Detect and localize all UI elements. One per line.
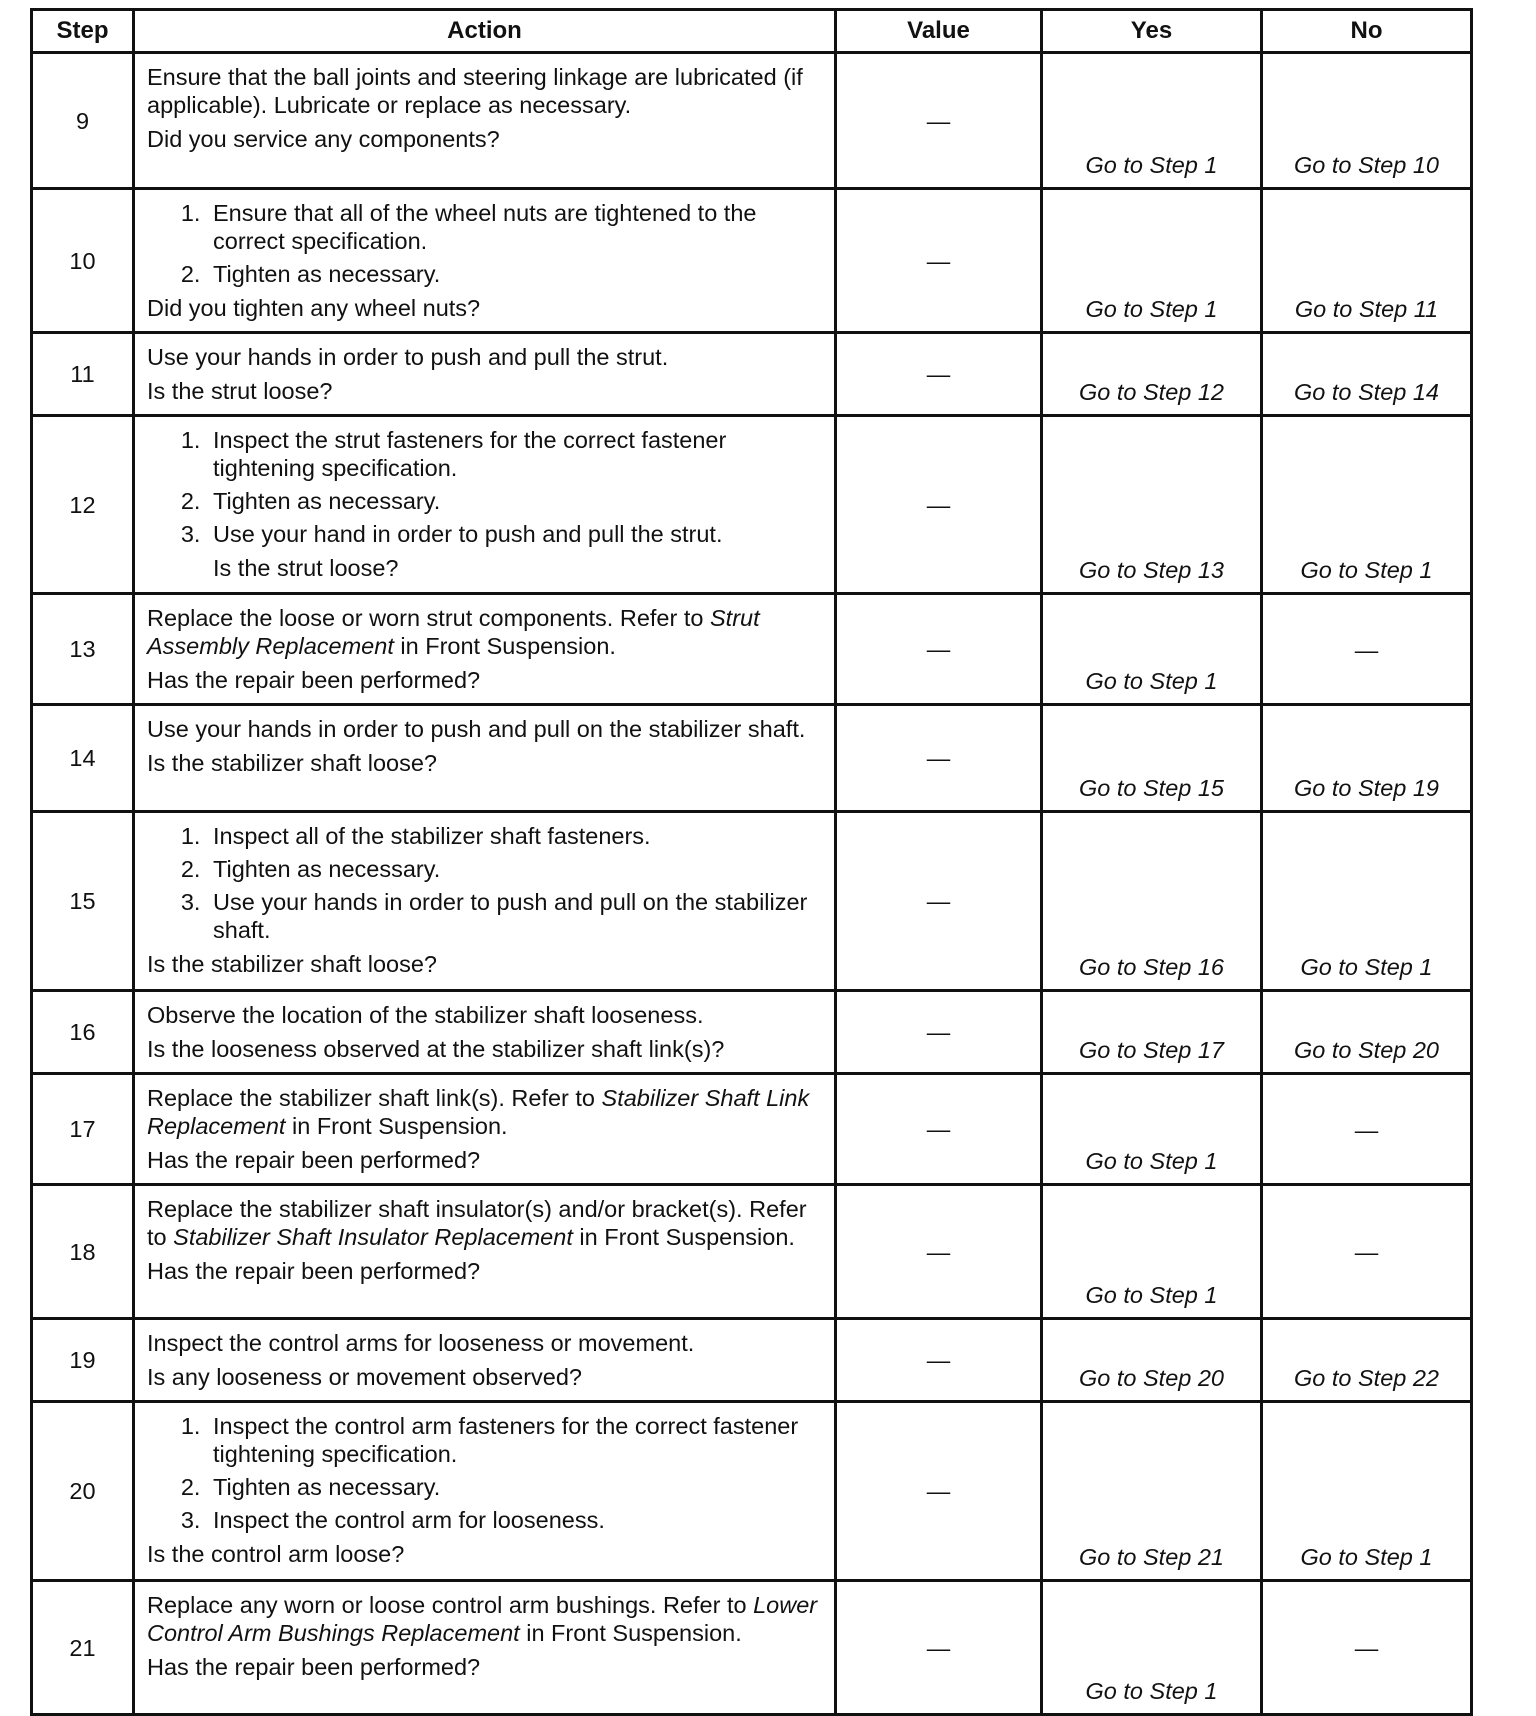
table-row bbox=[32, 1402, 1472, 1581]
action-question: Did you tighten any wheel nuts? bbox=[147, 295, 481, 321]
diagnostic-table bbox=[30, 8, 1473, 1716]
step-number: 12 bbox=[32, 416, 134, 594]
value-cell: — bbox=[836, 1319, 1042, 1402]
header-no: No bbox=[1262, 10, 1472, 53]
action-list bbox=[147, 822, 824, 944]
action-question: Is the strut loose? bbox=[213, 555, 399, 581]
action-list bbox=[147, 426, 824, 548]
reference-title: Strut Assembly Replacement bbox=[147, 605, 760, 659]
value-cell: — bbox=[836, 991, 1042, 1074]
value-cell: — bbox=[836, 1074, 1042, 1185]
value-cell: — bbox=[836, 333, 1042, 416]
action-question: Is the looseness observed at the stabilizer shaft link(s)? bbox=[147, 1036, 725, 1062]
no-cell: — bbox=[1262, 1581, 1472, 1715]
action-cell bbox=[134, 594, 836, 705]
action-question: Did you service any components? bbox=[147, 126, 500, 152]
table-row bbox=[32, 1581, 1472, 1715]
no-cell: — bbox=[1262, 594, 1472, 705]
value-cell: — bbox=[836, 812, 1042, 991]
action-cell bbox=[134, 991, 836, 1074]
step-number: 16 bbox=[32, 991, 134, 1074]
table-row bbox=[32, 1074, 1472, 1185]
action-question: Is the control arm loose? bbox=[147, 1541, 405, 1567]
action-text-post: in Front Suspension. bbox=[393, 633, 616, 659]
value-cell: — bbox=[836, 416, 1042, 594]
table-row bbox=[32, 1185, 1472, 1319]
no-cell: — bbox=[1262, 1074, 1472, 1185]
step-number: 14 bbox=[32, 705, 134, 812]
action-cell bbox=[134, 1185, 836, 1319]
yes-cell: Go to Step 1 bbox=[1042, 53, 1262, 189]
yes-cell: Go to Step 1 bbox=[1042, 1185, 1262, 1319]
reference-title: Stabilizer Shaft Link Replacement bbox=[147, 1085, 810, 1139]
list-item: 2. Tighten as necessary. bbox=[207, 260, 824, 288]
no-cell: Go to Step 19 bbox=[1262, 705, 1472, 812]
action-text: Observe the location of the stabilizer shaft looseness. bbox=[147, 1002, 704, 1028]
action-cell bbox=[134, 416, 836, 594]
action-text: Ensure that the ball joints and steering linkage are lubricated (if applicable). Lubricate or replace as necessary. bbox=[147, 64, 803, 118]
no-cell: Go to Step 1 bbox=[1262, 416, 1472, 594]
table-row bbox=[32, 416, 1472, 594]
action-question: Has the repair been performed? bbox=[147, 667, 481, 693]
action-text bbox=[147, 604, 824, 660]
no-cell: Go to Step 14 bbox=[1262, 333, 1472, 416]
step-number: 21 bbox=[32, 1581, 134, 1715]
yes-cell: Go to Step 1 bbox=[1042, 1581, 1262, 1715]
action-text: Use your hands in order to push and pull on the stabilizer shaft. bbox=[147, 716, 806, 742]
header-action: Action bbox=[134, 10, 836, 53]
list-item: 3. Use your hand in order to push and pull the strut. bbox=[207, 520, 824, 548]
value-cell: — bbox=[836, 1185, 1042, 1319]
yes-cell: Go to Step 1 bbox=[1042, 594, 1262, 705]
table-row bbox=[32, 1319, 1472, 1402]
yes-cell: Go to Step 15 bbox=[1042, 705, 1262, 812]
action-question: Is the strut loose? bbox=[147, 378, 333, 404]
action-text bbox=[147, 1084, 824, 1140]
action-question: Has the repair been performed? bbox=[147, 1258, 481, 1284]
yes-cell: Go to Step 20 bbox=[1042, 1319, 1262, 1402]
action-text bbox=[147, 1591, 824, 1647]
action-list bbox=[147, 199, 824, 288]
list-item: 1. Inspect the strut fasteners for the correct fastener tightening specification. bbox=[207, 426, 824, 482]
step-number: 9 bbox=[32, 53, 134, 189]
list-item: 3. Use your hands in order to push and pull on the stabilizer shaft. bbox=[207, 888, 824, 944]
action-question: Has the repair been performed? bbox=[147, 1147, 481, 1173]
step-number: 11 bbox=[32, 333, 134, 416]
header-step: Step bbox=[32, 10, 134, 53]
action-cell bbox=[134, 53, 836, 189]
value-cell: — bbox=[836, 1402, 1042, 1581]
list-item: 1. Inspect the control arm fasteners for the correct fastener tightening specification. bbox=[207, 1412, 824, 1468]
table-row bbox=[32, 189, 1472, 333]
action-text-post: in Front Suspension. bbox=[572, 1224, 795, 1250]
no-cell: Go to Step 1 bbox=[1262, 1402, 1472, 1581]
value-cell: — bbox=[836, 53, 1042, 189]
action-question: Is the stabilizer shaft loose? bbox=[147, 750, 437, 776]
step-number: 15 bbox=[32, 812, 134, 991]
action-text-pre: Replace the stabilizer shaft insulator(s) and/or bracket(s). Refer to bbox=[147, 1196, 807, 1250]
action-text-post: in Front Suspension. bbox=[285, 1113, 508, 1139]
step-number: 13 bbox=[32, 594, 134, 705]
no-cell: Go to Step 10 bbox=[1262, 53, 1472, 189]
reference-title: Lower Control Arm Bushings Replacement bbox=[147, 1592, 818, 1646]
action-list bbox=[147, 1412, 824, 1534]
yes-cell: Go to Step 13 bbox=[1042, 416, 1262, 594]
no-cell: Go to Step 1 bbox=[1262, 812, 1472, 991]
step-number: 18 bbox=[32, 1185, 134, 1319]
action-cell bbox=[134, 333, 836, 416]
action-question: Has the repair been performed? bbox=[147, 1654, 481, 1680]
yes-cell: Go to Step 16 bbox=[1042, 812, 1262, 991]
no-cell: Go to Step 22 bbox=[1262, 1319, 1472, 1402]
action-text: Inspect the control arms for looseness or movement. bbox=[147, 1330, 695, 1356]
reference-title: Stabilizer Shaft Insulator Replacement bbox=[173, 1224, 573, 1250]
action-cell bbox=[134, 705, 836, 812]
yes-cell: Go to Step 17 bbox=[1042, 991, 1262, 1074]
step-number: 10 bbox=[32, 189, 134, 333]
value-cell: — bbox=[836, 1581, 1042, 1715]
action-cell bbox=[134, 1319, 836, 1402]
yes-cell: Go to Step 1 bbox=[1042, 1074, 1262, 1185]
yes-cell: Go to Step 1 bbox=[1042, 189, 1262, 333]
action-cell bbox=[134, 1074, 836, 1185]
step-number: 17 bbox=[32, 1074, 134, 1185]
list-item: 1. Ensure that all of the wheel nuts are tightened to the correct specification. bbox=[207, 199, 824, 255]
header-yes: Yes bbox=[1042, 10, 1262, 53]
value-cell: — bbox=[836, 189, 1042, 333]
step-number: 19 bbox=[32, 1319, 134, 1402]
table-row bbox=[32, 991, 1472, 1074]
list-item: 1. Inspect all of the stabilizer shaft fasteners. bbox=[207, 822, 824, 850]
yes-cell: Go to Step 12 bbox=[1042, 333, 1262, 416]
no-cell: Go to Step 20 bbox=[1262, 991, 1472, 1074]
action-text-pre: Replace any worn or loose control arm bushings. Refer to bbox=[147, 1592, 754, 1618]
action-question: Is the stabilizer shaft loose? bbox=[147, 951, 437, 977]
no-cell: — bbox=[1262, 1185, 1472, 1319]
table-row bbox=[32, 812, 1472, 991]
list-item: 2. Tighten as necessary. bbox=[207, 487, 824, 515]
action-text-post: in Front Suspension. bbox=[519, 1620, 742, 1646]
table-row bbox=[32, 333, 1472, 416]
action-text bbox=[147, 1195, 824, 1251]
action-cell bbox=[134, 1581, 836, 1715]
action-question: Is any looseness or movement observed? bbox=[147, 1364, 582, 1390]
table-row bbox=[32, 705, 1472, 812]
header-value: Value bbox=[836, 10, 1042, 53]
table-row bbox=[32, 594, 1472, 705]
table-row bbox=[32, 53, 1472, 189]
yes-cell: Go to Step 21 bbox=[1042, 1402, 1262, 1581]
action-cell bbox=[134, 812, 836, 991]
no-cell: Go to Step 11 bbox=[1262, 189, 1472, 333]
action-text-pre: Replace the loose or worn strut components. Refer to bbox=[147, 605, 710, 631]
action-cell bbox=[134, 189, 836, 333]
table-header-row bbox=[32, 10, 1472, 53]
action-cell bbox=[134, 1402, 836, 1581]
value-cell: — bbox=[836, 705, 1042, 812]
list-item: 3. Inspect the control arm for looseness. bbox=[207, 1506, 824, 1534]
step-number: 20 bbox=[32, 1402, 134, 1581]
list-item: 2. Tighten as necessary. bbox=[207, 1473, 824, 1501]
value-cell: — bbox=[836, 594, 1042, 705]
action-text-pre: Replace the stabilizer shaft link(s). Refer to bbox=[147, 1085, 602, 1111]
action-text: Use your hands in order to push and pull the strut. bbox=[147, 344, 669, 370]
list-item: 2. Tighten as necessary. bbox=[207, 855, 824, 883]
